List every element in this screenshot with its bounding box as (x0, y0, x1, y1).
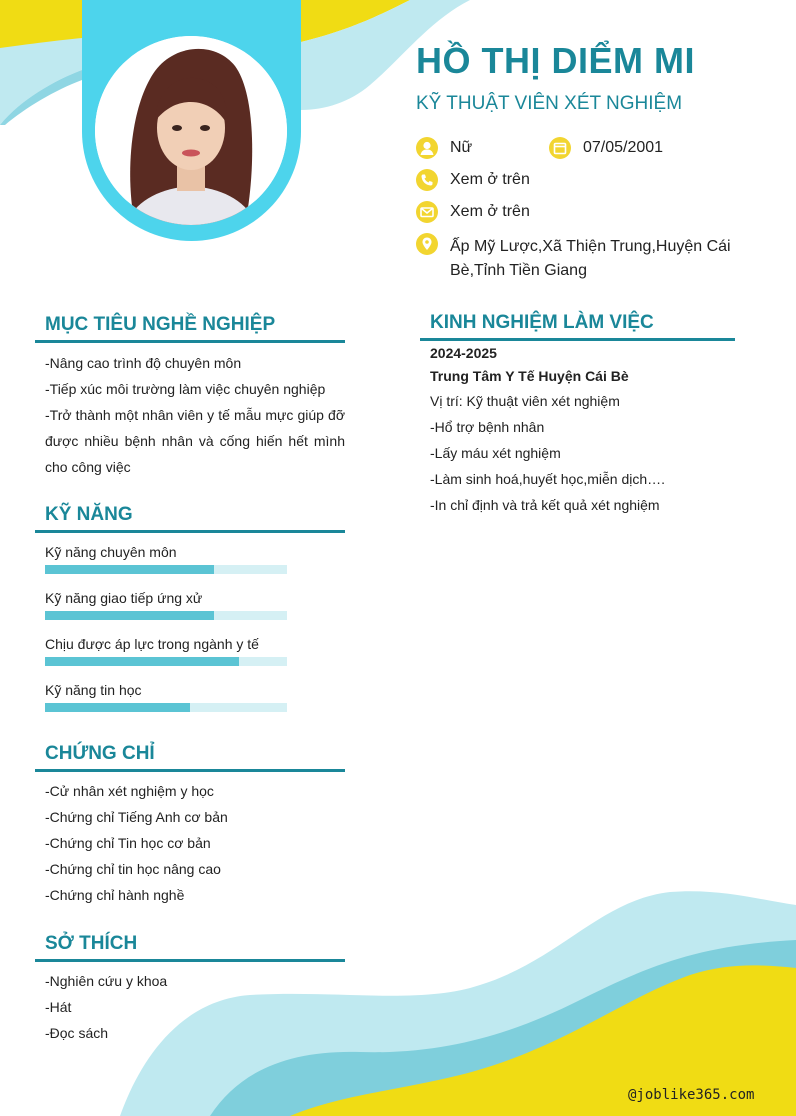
certificate-item: -Chứng chỉ Tin học cơ bản (45, 835, 211, 851)
certificate-item: -Cử nhân xét nghiệm y học (45, 783, 214, 799)
objective-item: -Trở thành một nhân viên y tế mẫu mực giúp đỡ được nhiều bệnh nhân và cống hiến hết mình cho công việc (45, 407, 345, 475)
hobby-item: -Đọc sách (45, 1025, 109, 1041)
birthdate-value: 07/05/2001 (583, 139, 664, 156)
objective-divider (35, 340, 345, 343)
address-line-2: Bè,Tỉnh Tiền Giang (450, 262, 587, 279)
skills-divider (35, 530, 345, 533)
experience-company: Trung Tâm Y Tế Huyện Cái Bè (430, 368, 629, 384)
hobbies-divider (35, 959, 345, 962)
phone-icon (416, 169, 438, 191)
experience-item: -In chỉ định và trả kết quả xét nghiệm (430, 497, 660, 513)
hobby-item: -Hát (45, 999, 72, 1015)
address-value (450, 235, 750, 283)
skill-label: Chịu được áp lực trong ngành y tế (45, 636, 259, 652)
gender-value: Nữ (450, 139, 473, 156)
person-icon (416, 137, 438, 159)
objective-item: -Tiếp xúc môi trường làm việc chuyên nghiệp (45, 381, 326, 397)
skill-label: Kỹ năng giao tiếp ứng xử (45, 590, 203, 606)
phone-value: Xem ở trên (450, 171, 530, 188)
objective-item: -Nâng cao trình độ chuyên môn (45, 355, 242, 371)
certificate-item: -Chứng chỉ Tiếng Anh cơ bản (45, 809, 228, 825)
experience-item: -Làm sinh hoá,huyết học,miễn dịch…. (430, 471, 666, 487)
hobby-item: -Nghiên cứu y khoa (45, 973, 168, 989)
skill-label: Kỹ năng tin học (45, 682, 142, 698)
skill-bar (45, 565, 287, 574)
calendar-icon (549, 137, 571, 159)
experience-title: KINH NGHIỆM LÀM VIỆC (430, 312, 654, 333)
location-icon (416, 233, 438, 255)
certificates-divider (35, 769, 345, 772)
objective-list (45, 350, 345, 480)
skill-bar (45, 657, 287, 666)
objective-title: MỤC TIÊU NGHỀ NGHIỆP (45, 314, 276, 335)
skill-bar-fill (45, 657, 239, 666)
certificates-list (45, 778, 228, 908)
profile-photo (95, 36, 287, 225)
job-title: KỸ THUẬT VIÊN XÉT NGHIỆM (416, 93, 683, 114)
skills-title: KỸ NĂNG (45, 504, 133, 525)
skill-bar-fill (45, 703, 190, 712)
experience-item: Vị trí: Kỹ thuật viên xét nghiệm (430, 393, 620, 409)
skill-bar (45, 611, 287, 620)
skill-label: Kỹ năng chuyên môn (45, 544, 177, 560)
experience-divider (420, 338, 735, 341)
hobbies-title: SỞ THÍCH (45, 933, 138, 954)
experience-list (430, 388, 665, 518)
address-line-1: Ấp Mỹ Lược,Xã Thiện Trung,Huyện Cái (450, 238, 731, 255)
avatar (95, 36, 287, 225)
experience-item: -Hổ trợ bệnh nhân (430, 419, 545, 435)
experience-period: 2024-2025 (430, 345, 497, 361)
skill-bar-fill (45, 611, 214, 620)
email-icon (416, 201, 438, 223)
skill-bar (45, 703, 287, 712)
certificates-title: CHỨNG CHỈ (45, 743, 155, 764)
hobbies-list (45, 968, 167, 1046)
experience-item: -Lấy máu xét nghiệm (430, 445, 561, 461)
footer-watermark: @joblike365.com (628, 1087, 755, 1103)
certificate-item: -Chứng chỉ hành nghề (45, 887, 185, 903)
candidate-name: HỒ THỊ DIỂM MI (416, 40, 695, 81)
certificate-item: -Chứng chỉ tin học nâng cao (45, 861, 221, 877)
skill-bar-fill (45, 565, 214, 574)
email-value: Xem ở trên (450, 203, 530, 220)
